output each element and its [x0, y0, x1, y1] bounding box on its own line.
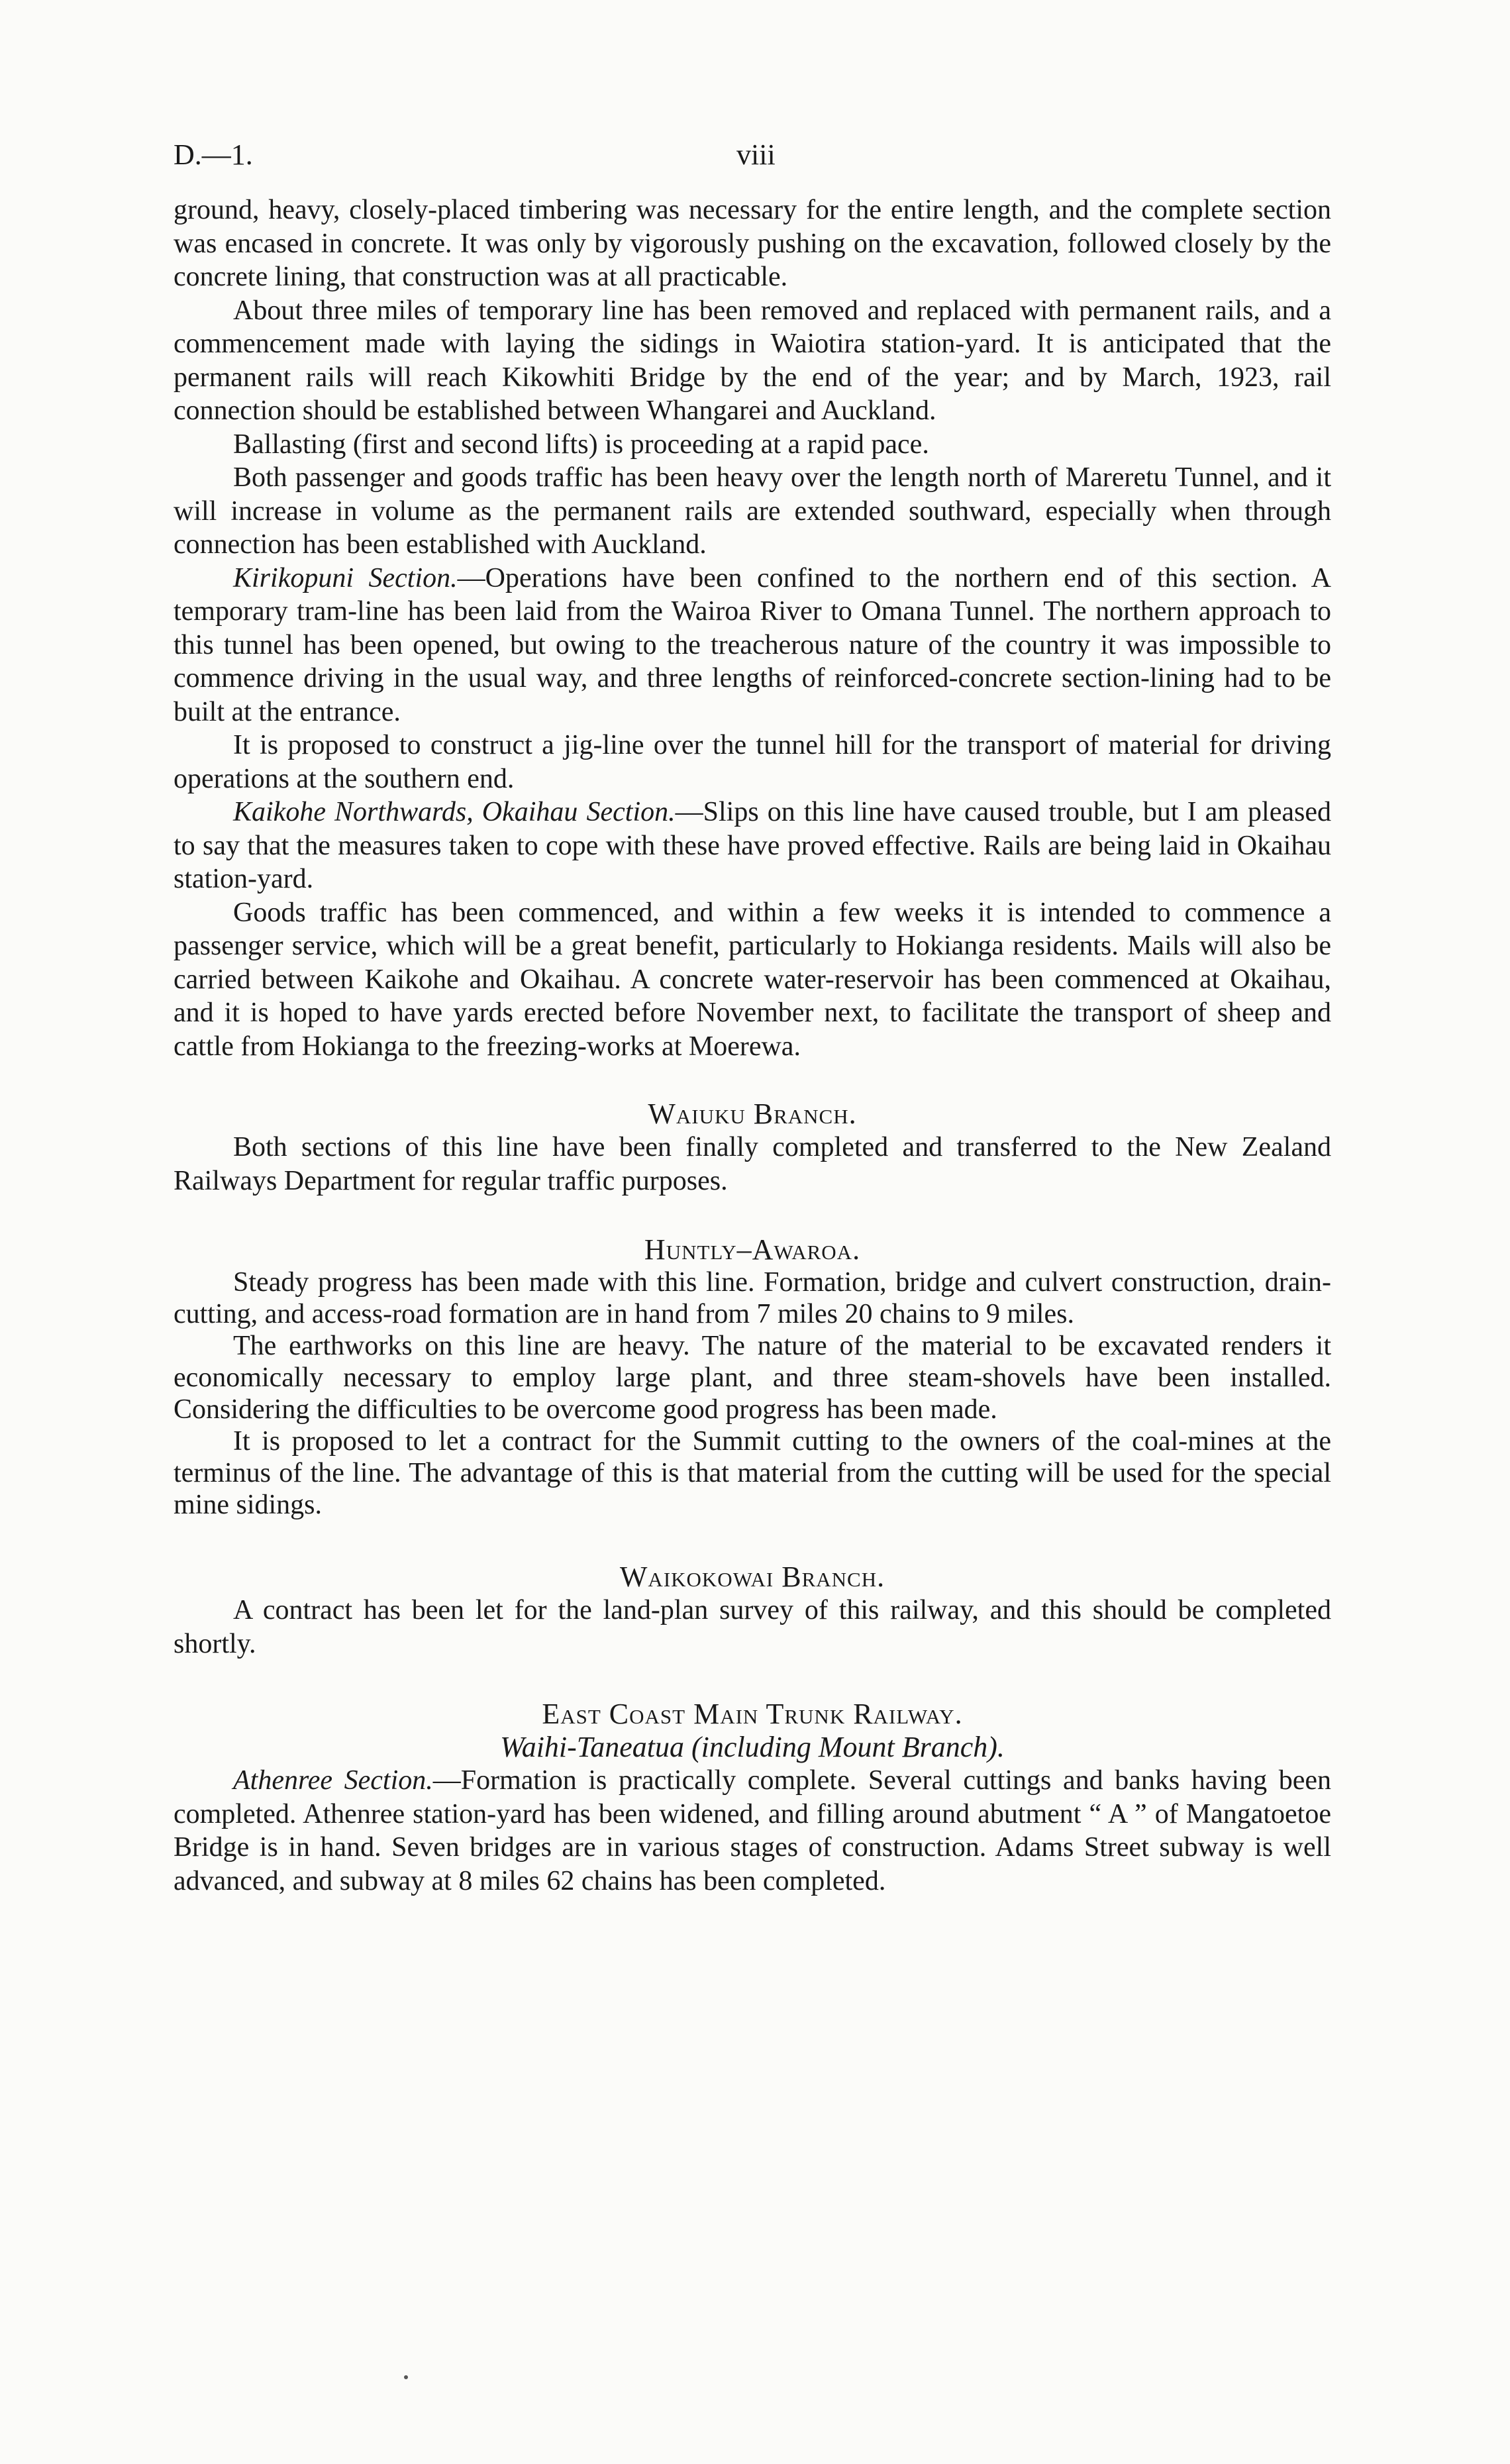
paragraph: It is proposed to construct a jig-line over the tunnel hill for the transport of material for driving operations at the southern end. [174, 730, 1331, 794]
paragraph: It is proposed to let a contract for the Summit cutting to the owners of the coal-mines at the terminus of the line. The advantage of this is that material from the cutting will be used for the special mine sidings. [174, 1426, 1331, 1520]
page-body [174, 193, 1331, 1898]
section-heading: East Coast Main Trunk Railway. [542, 1698, 963, 1730]
scan-speck [404, 2375, 408, 2379]
paragraph [174, 562, 1331, 729]
section-lead: Kirikopuni Section. [233, 562, 458, 593]
paragraph: Goods traffic has been commenced, and within a few weeks it is intended to commence a passenger service, which will be a great benefit, particularly to Hokianga residents. Mails will also be carried between Kaikohe and Okaihau. A concrete water-reservoir has been commenced at Okaihau, and it is hoped to have yards erected before November next, to facilitate the transport of sheep and cattle from Hokianga to the freezing-works at Moerewa. [174, 897, 1331, 1062]
page-number: viii [736, 138, 776, 171]
section-lead: Kaikohe Northwards, Okaihau Section. [233, 797, 676, 827]
paragraph: About three miles of temporary line has been removed and replaced with permanent rails, and a commencement made with laying the sidings in Waiotira station-yard. It is anticipated that the permanent rails will reach Kikowhiti Bridge by the end of the year; and by March, 1923, rail connection should be established between Whangarei and Auckland. [174, 295, 1331, 426]
paragraph-text: —Operations have been confined to the northern end of this section. A temporary tram-line has been laid from the Wairoa River to Omana Tunnel. The northern approach to this tunnel has been opened, but owing to the treacherous nature of the country it was impossible to commence driving in the usual way, and three lengths of reinforced-concrete section-lining had to be built at the entrance. [174, 562, 1331, 727]
section-subheading: Waihi-Taneatua (including Mount Branch). [500, 1731, 1005, 1763]
paragraph: Both sections of this line have been finally completed and transferred to the New Zealand Railways Department for regular traffic purposes. [174, 1132, 1331, 1196]
section-heading: Waiuku Branch. [648, 1098, 857, 1130]
paragraph-text: —Slips on this line have caused trouble, but I am pleased to say that the measures taken to cope with these have proved effective. Rails are being laid in Okaihau station-yard. [174, 797, 1331, 894]
paragraph: ground, heavy, closely-placed timbering was necessary for the entire length, and the complete section was encased in concrete. It was only by vigorously pushing on the excavation, followed closely by the concrete lining, that construction was at all practicable. [174, 195, 1331, 292]
paragraph: Steady progress has been made with this line. Formation, bridge and culvert construction, drain-cutting, and access-road formation are in hand from 7 miles 20 chains to 9 miles. [174, 1267, 1331, 1329]
paragraph: The earthworks on this line are heavy. The nature of the material to be excavated renders it economically necessary to employ large plant, and three steam-shovels have been installed. Considering the difficulties to be overcome good progress has been made. [174, 1331, 1331, 1425]
paragraph-text: —Formation is practically complete. Several cuttings and banks having been completed. Athenree station-yard has been widened, and filling around abutment “ A ” of Mangatoetoe Bridge is in hand. Seven bridges are in various stages of construction. Adams Street subway is well advanced, and subway at 8 miles 62 chains has been completed. [174, 1765, 1331, 1896]
document-reference: D.—1. [174, 138, 253, 171]
paragraph [174, 1764, 1331, 1898]
paragraph: A contract has been let for the land-plan survey of this railway, and this should be completed shortly. [174, 1595, 1331, 1659]
running-header [174, 138, 1331, 178]
paragraph: Both passenger and goods traffic has been heavy over the length north of Mareretu Tunnel, and it will increase in volume as the permanent rails are extended southward, especially when through connection has been established with Auckland. [174, 462, 1331, 560]
paragraph [174, 796, 1331, 896]
section-heading: Waikokowai Branch. [619, 1561, 885, 1593]
section-heading: Huntly–Awaroa. [644, 1233, 861, 1266]
paragraph: Ballasting (first and second lifts) is proceeding at a rapid pace. [233, 429, 929, 460]
section-lead: Athenree Section. [233, 1765, 433, 1796]
